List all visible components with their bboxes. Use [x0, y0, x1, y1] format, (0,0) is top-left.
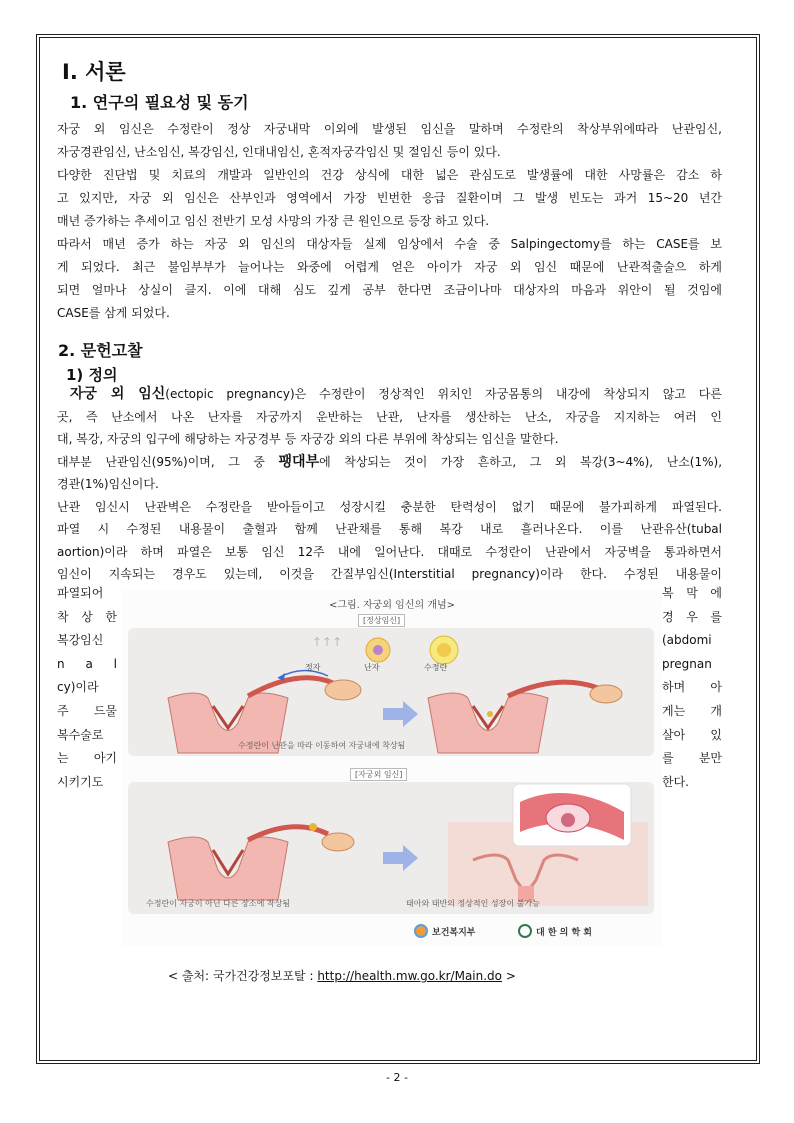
text-line: 주 드물 [57, 703, 117, 718]
text-line: 곳, 즉 난소에서 나온 난자를 자궁까지 운반하는 난관, 난자를 생산하는 난소, 자궁을 지지하는 여러 인 [57, 409, 722, 424]
academy-logo-icon [518, 924, 532, 938]
text-line: pregnan [662, 656, 712, 671]
text-span: 에 착상되는 것이 가장 흔하고, 그 외 복강(3~4%), 난소(1%), [319, 454, 723, 469]
text-line: 게 되었다. 최근 불임부부가 늘어나는 와중에 어렵게 얻은 아이가 자궁 외 임신 때문에 난관적출술으 하게 [57, 260, 722, 274]
text-line: 파열 시 수정된 내용물이 출혈과 함께 난관채를 통해 복강 내로 흘러나온다. 이를 난관유산(tubal [57, 522, 722, 536]
ampulla-term: 팽대부 [278, 453, 320, 470]
text-span: (ectopic pregnancy)은 수정란이 정상적인 위치인 자궁몸통의 내강에 착상되지 않고 다른 [165, 387, 722, 401]
text-line: 복 막 에 [662, 586, 722, 600]
zygote-label: 수정란 [424, 663, 448, 672]
definition-title: 1) 정의 [66, 366, 118, 384]
ectopic-caption: 수정란이 자궁이 아닌 다른 장소에 착상됨 [146, 899, 291, 908]
intro-paragraph [57, 118, 722, 325]
text-line: CASE를 삼게 되었다. [57, 306, 170, 320]
text-line: 난관 임신시 난관벽은 수정란을 받아들이고 성장시킬 충분한 탄력성이 없기 때문에 불가피하게 파열된다. [57, 499, 722, 514]
text-line: 살아 있 [662, 727, 722, 742]
ectopic-pregnancy-label: [자궁외 임신] [350, 768, 407, 781]
ectopic-pregnancy-figure [122, 590, 662, 946]
text-line: 를 분만 [662, 751, 722, 766]
wrap-text-right [662, 582, 722, 794]
text-line: aortion)이라 하며 파열은 보통 임신 12주 내에 일어난다. 대때로 수정란이 난관에서 자궁벽을 통과하면서 [57, 544, 722, 559]
normal-pregnancy-panel [128, 628, 654, 756]
text-line: 하며 아 [662, 680, 722, 695]
source-link[interactable]: http://health.mw.go.kr/Main.do [317, 969, 503, 983]
wrap-text-left [57, 582, 117, 794]
text-line: 따라서 매년 증가 하는 자궁 외 임신의 대상자들 실제 임상에서 수술 중 Salpingectomy를 하는 CASE를 보 [57, 237, 722, 251]
ministry-logo-text: 보건복지부 [432, 927, 476, 938]
text-line: 자궁경관임신, 난소임신, 복강임신, 인대내임신, 혼적자궁각임신 및 절임신 등이 있다. [57, 145, 501, 159]
text-line: 게는 개 [662, 703, 722, 718]
text-line: 경 우 를 [662, 609, 722, 624]
text-line: 고 있지만, 자궁 외 임신은 산부인과 영역에서 가장 빈번한 응급 질환이며 그 발생 빈도는 과거 15~20 년간 [57, 191, 722, 205]
normal-pregnancy-illustration [128, 628, 654, 756]
text-line: 다양한 진단법 및 치료의 개발과 일반인의 건강 상식에 대한 넓은 관심도로 발생률에 대한 사망률은 감소 하 [57, 168, 722, 182]
sperm-label: 정자 [305, 663, 321, 672]
text-line: 매년 증가하는 추세이고 임신 전반기 모성 사망의 가장 큰 원인으로 등장 하고 있다. [57, 214, 490, 228]
subsection-need-title: 1. 연구의 필요성 및 동기 [70, 93, 249, 112]
definition-term: 자궁 외 임신 [69, 386, 166, 402]
source-suffix: > [502, 969, 516, 983]
ectopic-pregnancy-panel [128, 782, 654, 914]
figure-source [168, 967, 516, 984]
text-line: 되면 얼마나 상실이 클지. 이에 대해 심도 깊게 공부 한다면 조금이나마 대상자의 마음과 위안이 될 것임에 [57, 283, 722, 297]
text-line [57, 383, 722, 406]
text-line: n a l [57, 656, 117, 671]
text-line: 파열되어 [57, 586, 104, 600]
normal-pregnancy-label: [정상임신] [358, 614, 405, 627]
text-line: 착 상 한 [57, 609, 117, 624]
text-line [57, 451, 722, 474]
page-number: - 2 - [386, 1071, 408, 1084]
text-line: 임신이 지속되는 경우도 있는데, 이것을 간질부임신(Interstitial pregnancy)이라 한다. 수정된 내용물이 [57, 567, 722, 581]
section-title: Ⅰ. 서론 [62, 60, 126, 84]
text-line: 는 아기 [57, 751, 117, 766]
subsection-literature-title: 2. 문헌고찰 [58, 341, 143, 360]
text-line: 경관(1%)임신이다. [57, 477, 159, 491]
svg-text:↑↑↑: ↑↑↑ [312, 635, 343, 649]
ectopic-pregnancy-illustration [128, 782, 654, 914]
text-line: 한다. [662, 774, 689, 789]
text-line: 복강임신 [57, 633, 104, 648]
text-line: cy)이라 [57, 680, 99, 695]
source-prefix: < 출처: 국가건강정보포탈 : [168, 969, 318, 983]
text-line: 복수술로 [57, 727, 104, 742]
definition-paragraph [57, 383, 722, 586]
figure-title: <그림. 자궁외 임신의 개념> [328, 600, 456, 611]
text-line: 자궁 외 임신은 수정란이 정상 자궁내막 이외에 발생된 임신을 말하며 수정란의 착상부위에따라 난관임신, [57, 122, 722, 136]
ministry-logo [414, 924, 475, 938]
growth-caption: 태아와 태반의 정상적인 성장이 불가능 [406, 899, 540, 908]
text-line: 시키기도 [57, 774, 104, 789]
text-line: 대, 복강, 자궁의 입구에 해당하는 자궁경부 등 자궁강 외의 다른 부위에 착상되는 임신을 말한다. [57, 432, 559, 446]
text-line: (abdomi [662, 633, 712, 648]
egg-label: 난자 [364, 663, 380, 672]
academy-logo-text: 대 한 의 학 회 [536, 927, 593, 938]
text-span: 대부분 난관임신(95%)이며, 그 중 [57, 454, 279, 469]
academy-logo [518, 924, 592, 938]
ministry-logo-icon [414, 924, 428, 938]
normal-caption: 수정란이 난관을 따라 이동하여 자궁내에 착상됨 [238, 741, 406, 750]
